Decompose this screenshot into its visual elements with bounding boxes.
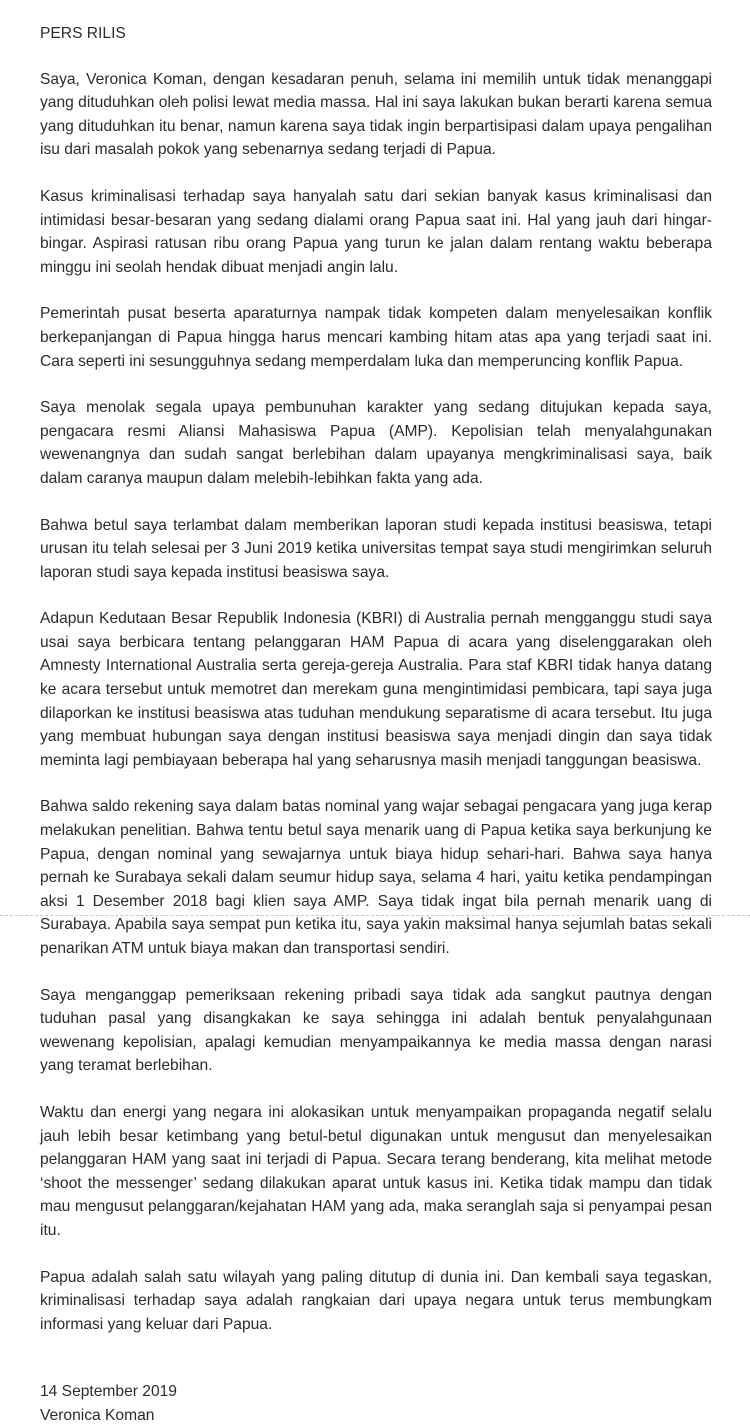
signature-name: Veronica Koman [40, 1406, 155, 1424]
paragraph-3: Pemerintah pusat beserta aparaturnya nampak tidak kompeten dalam menyelesaikan konflik berkepanjangan di Papua hingga harus mencari kambing hitam atas apa yang terjadi saat ini. Cara seperti ini sesungguhnya sedang memperdalam luka dan memperuncing konflik Papua. [40, 305, 712, 370]
paragraph-4: Saya menolak segala upaya pembunuhan karakter yang sedang ditujukan kepada saya, pengacara resmi Aliansi Mahasiswa Papua (AMP). Kepolisian telah menyalahgunakan wewenangnya dan sudah sangat berlebihan dalam upayanya mengkriminalisasi saya, baik dalam caranya maupun dalam melebih-lebihkan fakta yang ada. [40, 399, 712, 487]
screenshot-seam-divider [0, 915, 750, 916]
signature-block [40, 1380, 712, 1427]
paragraph-7: Bahwa saldo rekening saya dalam batas nominal yang wajar sebagai pengacara yang juga kerap melakukan penelitian. Bahwa tentu betul saya menarik uang di Papua ketika saya berkunjung ke Papua, dengan nominal yang sewajarnya untuk biaya hidup sehari-hari. Bahwa saya hanya pernah ke Surabaya sekali dalam seumur hidup saya, selama 4 hari, yaitu ketika pendampingan aksi 1 Desember 2018 bagi klien saya AMP. Saya tidak ingat bila pernah menarik uang di Surabaya. Apabila saya sempat pun ketika itu, saya yakin maksimal hanya sejumlah batas sekali penarikan ATM untuk biaya makan dan transportasi sendiri. [40, 798, 712, 957]
paragraph-5: Bahwa betul saya terlambat dalam memberikan laporan studi kepada institusi beasiswa, tetapi urusan itu telah selesai per 3 Juni 2019 ketika universitas tempat saya studi mengirimkan seluruh laporan studi saya kepada institusi beasiswa saya. [40, 516, 712, 581]
paragraph-2: Kasus kriminalisasi terhadap saya hanyalah satu dari sekian banyak kasus kriminalisasi dan intimidasi besar-besaran yang sedang dialami orang Papua saat ini. Hal yang jauh dari hingar-bingar. Aspirasi ratusan ribu orang Papua yang turun ke jalan dalam rentang waktu beberapa minggu ini seolah hendak dibuat menjadi angin lalu. [40, 187, 712, 276]
paragraph-9: Waktu dan energi yang negara ini alokasikan untuk menyampaikan propaganda negatif selalu jauh lebih besar ketimbang yang betul-betul digunakan untuk mengusut dan menyelesaikan pelanggaran HAM yang saat ini terjadi di Papua. Secara terang benderang, kita melihat metode ‘shoot the messenger’ sedang dilakukan aparat untuk kasus ini. Ketika tidak mampu dan tidak mau mengusut pelanggaran/kejahatan HAM yang ada, maka seranglah saja si penyampai pesan itu. [40, 1103, 712, 1239]
paragraph-1: Saya, Veronica Koman, dengan kesadaran penuh, selama ini memilih untuk tidak menanggapi yang dituduhkan oleh polisi lewat media massa. Hal ini saya lakukan bukan berarti karena semua yang dituduhkan itu benar, namun karena saya tidak ingin berpartisipasi dalam upaya pengalihan isu dari masalah pokok yang sebenarnya sedang terjadi di Papua. [40, 70, 712, 159]
signature-date: 14 September 2019 [40, 1383, 177, 1401]
document-title: PERS RILIS [40, 25, 126, 42]
paragraph-10: Papua adalah salah satu wilayah yang paling ditutup di dunia ini. Dan kembali saya tegaskan, kriminalisasi terhadap saya adalah rangkaian dari upaya negara untuk terus membungkam informasi yang keluar dari Papua. [40, 1268, 712, 1333]
paragraph-6: Adapun Kedutaan Besar Republik Indonesia (KBRI) di Australia pernah mengganggu studi saya usai saya berbicara tentang pelanggaran HAM Papua di acara yang diselenggarakan oleh Amnesty International Australia serta gereja-gereja Australia. Para staf KBRI tidak hanya datang ke acara tersebut untuk memotret dan merekam guna mengintimidasi pembicara, tapi saya juga dilaporkan ke institusi beasiswa atas tuduhan mendukung separatisme di acara tersebut. Itu juga yang membuat hubungan saya dengan institusi beasiswa saya menjadi dingin dan saya tidak meminta lagi pembiayaan beberapa hal yang seharusnya masih menjadi tanggungan beasiswa. [40, 610, 712, 769]
paragraph-8: Saya menganggap pemeriksaan rekening pribadi saya tidak ada sangkut pautnya dengan tuduhan pasal yang disangkakan ke saya sehingga ini adalah bentuk penyalahgunaan wewenang kepolisian, apalagi kemudian menyampaikannya ke media massa dengan narasi yang teramat berlebihan. [40, 986, 712, 1075]
